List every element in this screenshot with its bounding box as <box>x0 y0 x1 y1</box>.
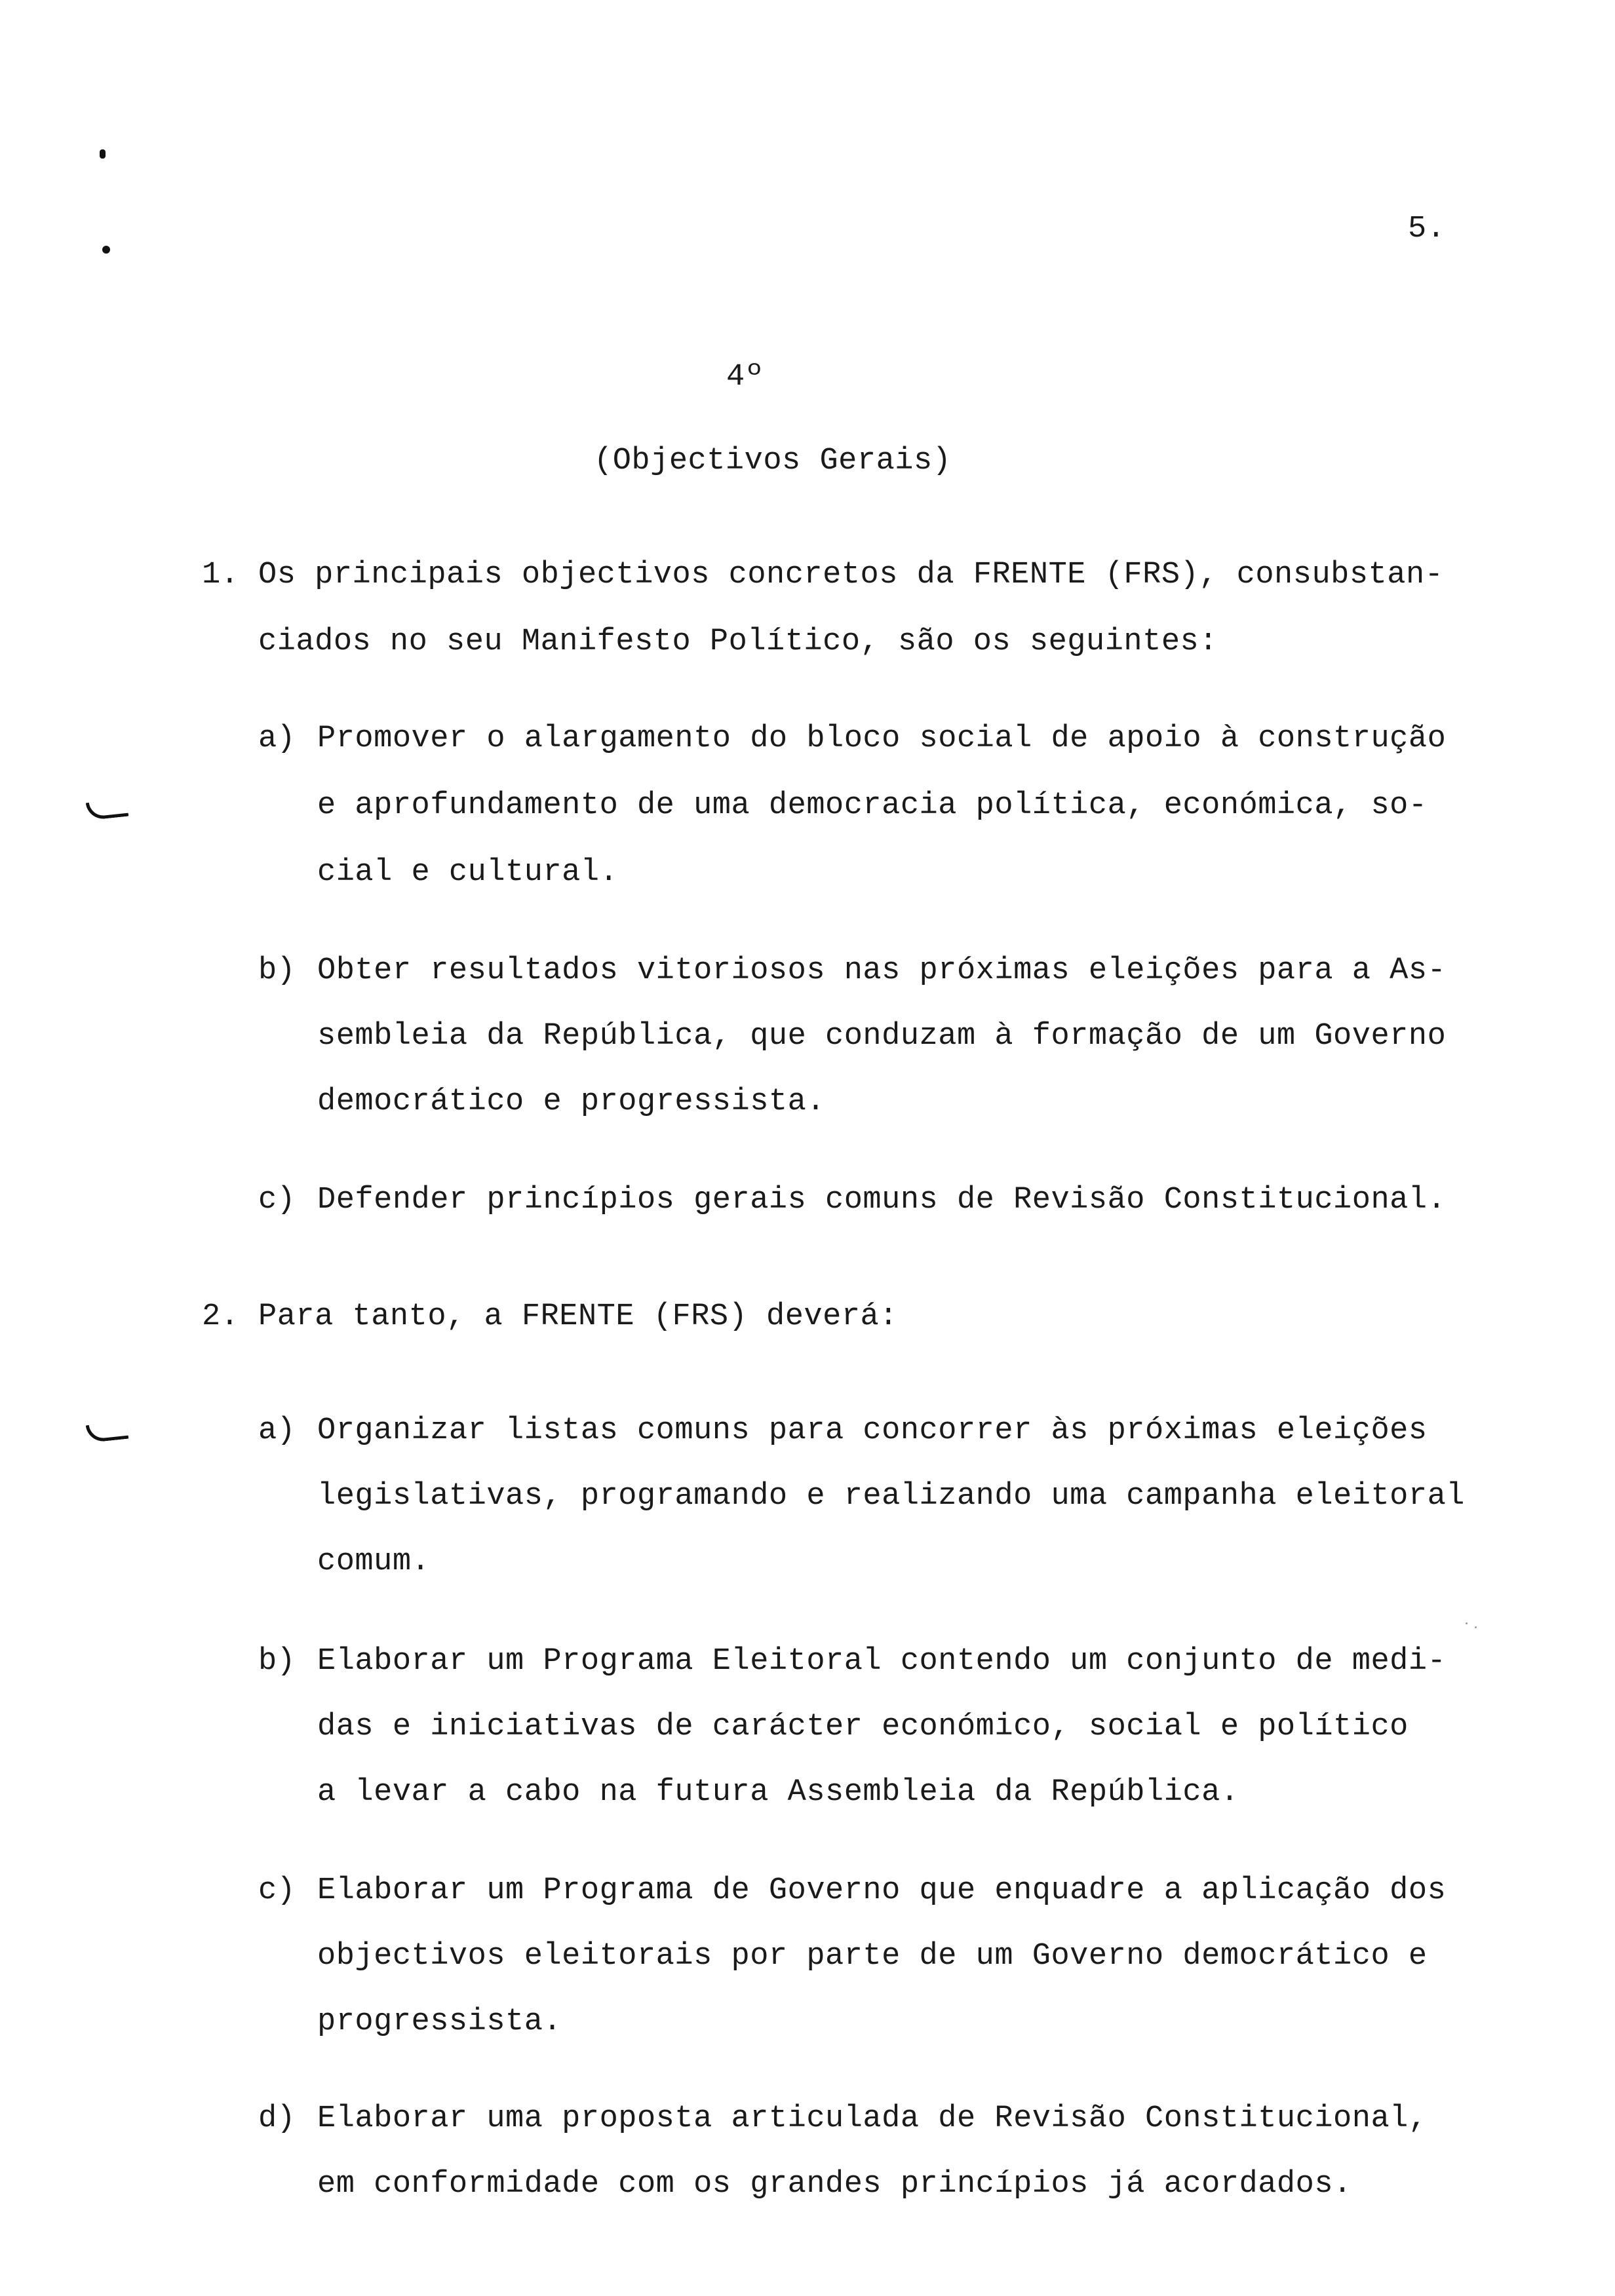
section-text-line: Os principais objectivos concretos da FRENTE (FRS), consubstan- <box>258 558 1444 592</box>
margin-dot <box>102 246 110 254</box>
section-text-line: ciados no seu Manifesto Político, são os seguintes: <box>258 624 1218 659</box>
item-text-line: legislativas, programando e realizando uma campanha eleitoral <box>317 1479 1465 1514</box>
item-letter: c) <box>258 1873 296 1908</box>
item-text-line: e aprofundamento de uma democracia política, económica, so- <box>317 788 1428 823</box>
margin-mark <box>100 149 106 159</box>
item-text-line: objectivos eleitorais por parte de um Governo democrático e <box>317 1939 1428 1974</box>
item-text-line: democrático e progressista. <box>317 1084 826 1119</box>
item-letter: d) <box>258 2101 296 2136</box>
item-text-line: Elaborar uma proposta articulada de Revisão Constitucional, <box>317 2101 1428 2136</box>
scan-speck <box>1475 1626 1477 1628</box>
item-text-line: Elaborar um Programa Eleitoral contendo um conjunto de medi- <box>317 1644 1447 1679</box>
item-letter: b) <box>258 953 296 988</box>
section-number: 1. <box>202 558 239 592</box>
item-text-line: a levar a cabo na futura Assembleia da República. <box>317 1775 1239 1810</box>
article-number: 4º <box>726 360 764 394</box>
page-number: 5. <box>1408 212 1446 246</box>
section-number: 2. <box>202 1299 239 1334</box>
item-letter: a) <box>258 1413 296 1448</box>
item-text-line: Defender princípios gerais comuns de Revisão Constitucional. <box>317 1183 1447 1217</box>
item-text-line: progressista. <box>317 2004 562 2039</box>
item-letter: a) <box>258 721 296 756</box>
item-text-line: das e iniciativas de carácter económico, social e político <box>317 1710 1409 1744</box>
section-text-line: Para tanto, a FRENTE (FRS) deverá: <box>258 1299 898 1334</box>
item-text-line: Promover o alargamento do bloco social de apoio à construção <box>317 721 1447 756</box>
item-text-line: Organizar listas comuns para concorrer às próximas eleições <box>317 1413 1428 1448</box>
article-title: (Objectivos Gerais) <box>594 444 952 478</box>
item-text-line: em conformidade com os grandes princípios já acordados. <box>317 2167 1352 2202</box>
margin-check-mark-icon <box>86 799 128 820</box>
item-text-line: Elaborar um Programa de Governo que enquadre a aplicação dos <box>317 1873 1447 1908</box>
margin-check-mark-icon <box>86 1421 128 1443</box>
item-text-line: Obter resultados vitoriosos nas próximas eleições para a As- <box>317 953 1447 988</box>
scan-speck <box>1466 1622 1468 1624</box>
item-text-line: comum. <box>317 1544 431 1579</box>
item-letter: c) <box>258 1183 296 1217</box>
item-text-line: cial e cultural. <box>317 855 619 890</box>
item-letter: b) <box>258 1644 296 1679</box>
item-text-line: sembleia da República, que conduzam à formação de um Governo <box>317 1019 1447 1054</box>
